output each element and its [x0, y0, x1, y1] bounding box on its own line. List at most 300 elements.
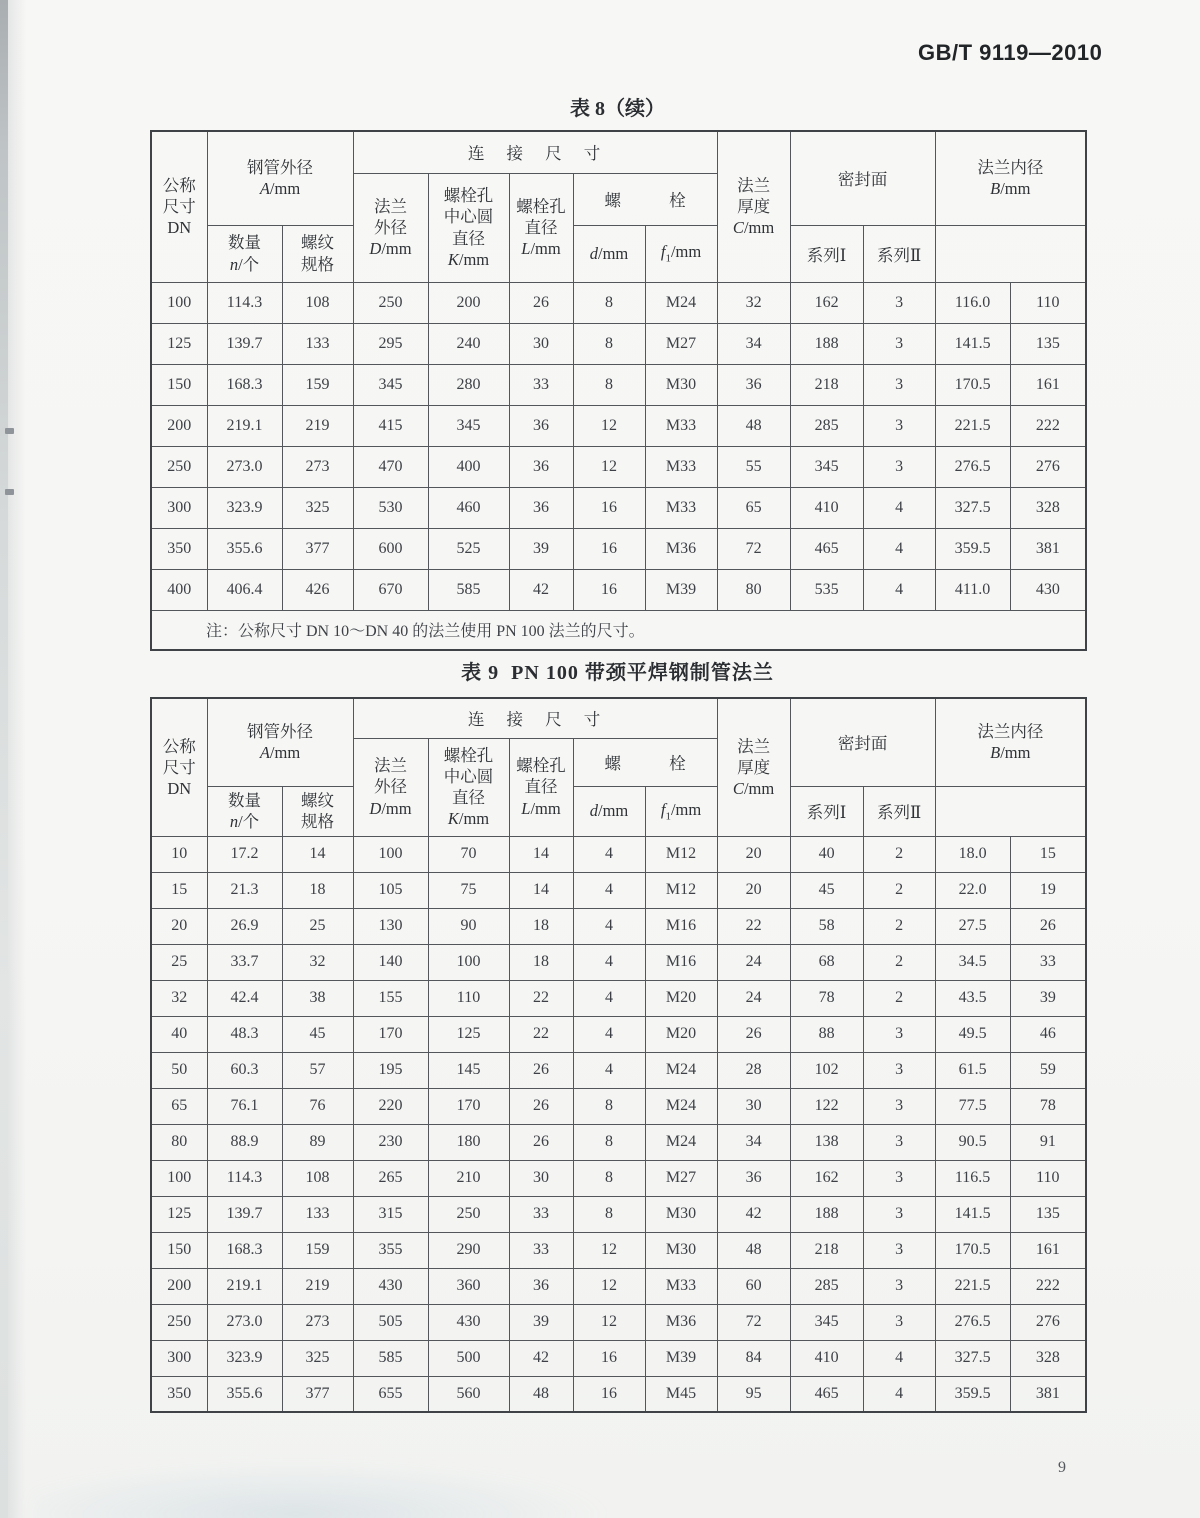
scan-smudge-artifact [30, 1430, 790, 1518]
header-line: 厚度 [737, 197, 771, 217]
table-cell: 42 [717, 1196, 790, 1232]
header-line [718, 217, 790, 238]
table-cell: 218 [790, 1232, 863, 1268]
header-line: 尺寸 [162, 757, 196, 777]
table-cell: 20 [717, 836, 790, 872]
table9-body [151, 836, 1086, 1412]
table-cell: 133 [282, 1196, 353, 1232]
col-header-flange-od [353, 173, 428, 282]
table-cell: 4 [863, 1376, 935, 1412]
table-cell: 430 [428, 1304, 509, 1340]
table-cell: 27.5 [935, 908, 1010, 944]
table-cell: 470 [353, 446, 428, 487]
table8-header [151, 131, 1086, 282]
header-line: 螺栓孔 [443, 745, 494, 765]
table-cell: 48 [509, 1376, 573, 1412]
table-cell: 16 [573, 1340, 645, 1376]
table-cell: 141.5 [935, 1196, 1010, 1232]
table-cell: 141.5 [935, 323, 1010, 364]
table-cell: 180 [428, 1124, 509, 1160]
table-cell: 139.7 [207, 1196, 282, 1232]
table-row [151, 528, 1086, 569]
table-cell: 26 [509, 1088, 573, 1124]
table-cell: 33.7 [207, 944, 282, 980]
table-cell: 355.6 [207, 1376, 282, 1412]
table-cell: 460 [428, 487, 509, 528]
table-row [151, 1016, 1086, 1052]
col-header-seal-f1 [645, 225, 717, 282]
table-cell: 20 [717, 872, 790, 908]
table-row [151, 1304, 1086, 1340]
col-header-seal-face: 密封面 [790, 698, 935, 786]
header-line: 法兰 [374, 756, 407, 776]
table-cell: 36 [509, 446, 573, 487]
header-line: 螺纹 [301, 233, 334, 253]
header-line: 法兰 [374, 196, 407, 216]
table-cell: 327.5 [935, 487, 1010, 528]
table-cell: 110 [1010, 1160, 1086, 1196]
table-cell: 585 [353, 1340, 428, 1376]
table-cell: 328 [1010, 487, 1086, 528]
table-row [151, 908, 1086, 944]
table-cell: 14 [509, 872, 573, 908]
unit-suffix: /mm [381, 798, 412, 818]
table-row [151, 323, 1086, 364]
table-cell: 4 [863, 528, 935, 569]
table-cell: 42 [509, 1340, 573, 1376]
header-line: 直径 [452, 228, 485, 248]
table8-note: 注：公称尺寸 DN 10～DN 40 的法兰使用 PN 100 法兰的尺寸。 [151, 610, 1086, 650]
table-cell: 600 [353, 528, 428, 569]
table-cell: 276.5 [935, 446, 1010, 487]
header-line [354, 798, 428, 819]
table-cell: 139.7 [207, 323, 282, 364]
table-cell: 221.5 [935, 405, 1010, 446]
table-cell: 3 [863, 446, 935, 487]
table-cell: 240 [428, 323, 509, 364]
table-cell: 36 [509, 1268, 573, 1304]
table-row [151, 1052, 1086, 1088]
table-cell: 108 [282, 282, 353, 323]
table9 [150, 697, 1087, 1413]
table-cell: M33 [645, 1268, 717, 1304]
table-cell: 135 [1010, 1196, 1086, 1232]
table-cell: 4 [573, 872, 645, 908]
header-line: 螺纹 [301, 790, 334, 810]
table-row [151, 364, 1086, 405]
header-line: 法兰 [737, 736, 771, 756]
col-header-series-1: 系列Ⅰ [790, 225, 863, 282]
var-symbol: n [229, 812, 239, 831]
table-cell: 84 [717, 1340, 790, 1376]
table-cell: 500 [428, 1340, 509, 1376]
table-cell: 15 [151, 872, 207, 908]
col-header-seal-face: 密封面 [790, 131, 935, 225]
table-cell: 195 [353, 1052, 428, 1088]
table-cell: 16 [573, 1376, 645, 1412]
table-cell: 61.5 [935, 1052, 1010, 1088]
var-symbol: A [259, 743, 270, 763]
table-cell: 16 [573, 569, 645, 610]
table-cell: M45 [645, 1376, 717, 1412]
table-cell: 3 [863, 282, 935, 323]
table-row [151, 1124, 1086, 1160]
table-cell: 530 [353, 487, 428, 528]
header-line: 外径 [374, 217, 407, 237]
table-cell: 65 [717, 487, 790, 528]
table-cell: 345 [428, 405, 509, 446]
table-cell: 159 [282, 1232, 353, 1268]
table-cell: 42 [509, 569, 573, 610]
table-cell: 300 [151, 1340, 207, 1376]
table-cell: 130 [353, 908, 428, 944]
table-row [151, 1268, 1086, 1304]
table-cell: M27 [645, 1160, 717, 1196]
table-cell: 33 [509, 364, 573, 405]
col-header-bolt-circle-diameter [428, 738, 509, 836]
header-line [510, 238, 573, 259]
table-cell: 285 [790, 1268, 863, 1304]
header-line [354, 238, 428, 259]
header-line [936, 742, 1086, 763]
var-symbol: f [660, 242, 666, 262]
table-cell: 8 [573, 323, 645, 364]
table-cell: 355 [353, 1232, 428, 1268]
table-cell: 560 [428, 1376, 509, 1412]
unit-suffix: /mm [530, 239, 561, 259]
table-cell: M33 [645, 487, 717, 528]
table-cell: 411.0 [935, 569, 1010, 610]
table-cell: 8 [573, 1124, 645, 1160]
table-cell: 170 [353, 1016, 428, 1052]
table-cell: 75 [428, 872, 509, 908]
table-cell: 250 [428, 1196, 509, 1232]
scan-edge-artifact [0, 0, 8, 1518]
table-cell: M39 [645, 1340, 717, 1376]
unit-suffix: /mm [269, 179, 301, 199]
table-cell: 19 [1010, 872, 1086, 908]
table-cell: 159 [282, 364, 353, 405]
table-cell: 48 [717, 405, 790, 446]
table-cell: 415 [353, 405, 428, 446]
header-line: 公称 [162, 176, 196, 196]
col-header-bolt: 螺 栓 [573, 738, 717, 786]
table-cell: 410 [790, 487, 863, 528]
table-cell: 95 [717, 1376, 790, 1412]
table-cell: 34 [717, 323, 790, 364]
col-header-pipe-od [207, 131, 353, 225]
table-cell: 585 [428, 569, 509, 610]
table-cell: M33 [645, 446, 717, 487]
table-cell: M30 [645, 1232, 717, 1268]
table-cell: 10 [151, 836, 207, 872]
table-cell: 108 [282, 1160, 353, 1196]
table-cell: 114.3 [207, 1160, 282, 1196]
table-cell: 3 [863, 1088, 935, 1124]
col-header-nominal-size [151, 698, 207, 836]
table-cell: 18 [509, 908, 573, 944]
table-cell: M27 [645, 323, 717, 364]
table-cell: 45 [282, 1016, 353, 1052]
table-row [151, 872, 1086, 908]
var-symbol: L [521, 798, 531, 818]
table-cell: 4 [863, 487, 935, 528]
col-header-bolt: 螺 栓 [573, 173, 717, 225]
table-cell: 26 [509, 1124, 573, 1160]
table-cell: 8 [573, 1196, 645, 1232]
table-cell: 323.9 [207, 487, 282, 528]
table-cell: 80 [717, 569, 790, 610]
table-cell: 36 [717, 364, 790, 405]
table-cell: 100 [353, 836, 428, 872]
table-cell: 360 [428, 1268, 509, 1304]
table-cell: 345 [790, 446, 863, 487]
unit-suffix: /mm [1000, 743, 1031, 763]
table-cell: 219 [282, 1268, 353, 1304]
table-cell: 18 [509, 944, 573, 980]
table-cell: 3 [863, 1304, 935, 1340]
unit-suffix: /mm [530, 798, 561, 818]
table-cell: 72 [717, 528, 790, 569]
table-cell: 4 [863, 1340, 935, 1376]
table-cell: 36 [717, 1160, 790, 1196]
table-cell: 25 [151, 944, 207, 980]
table-cell: M30 [645, 1196, 717, 1232]
table-cell: 219.1 [207, 1268, 282, 1304]
table-cell: 670 [353, 569, 428, 610]
header-line: 钢管外径 [247, 722, 313, 742]
table-cell: 89 [282, 1124, 353, 1160]
table-cell: 355.6 [207, 528, 282, 569]
table-cell: 20 [151, 908, 207, 944]
table-row [151, 282, 1086, 323]
table-cell: 465 [790, 1376, 863, 1412]
table-cell: 28 [717, 1052, 790, 1088]
table-cell: 188 [790, 1196, 863, 1232]
table-cell: 26.9 [207, 908, 282, 944]
table-cell: 100 [428, 944, 509, 980]
table-cell: 50 [151, 1052, 207, 1088]
table-cell: 350 [151, 528, 207, 569]
unit-suffix: /mm [1000, 179, 1031, 199]
table-cell: 3 [863, 1016, 935, 1052]
table-row [151, 1196, 1086, 1232]
table-cell: 327.5 [935, 1340, 1010, 1376]
table-cell: 230 [353, 1124, 428, 1160]
table-cell: 116.0 [935, 282, 1010, 323]
table-cell: 265 [353, 1160, 428, 1196]
var-symbol: L [521, 239, 531, 259]
table-cell: 12 [573, 446, 645, 487]
var-subscript: 1 [665, 810, 671, 823]
header-line: 中心圆 [443, 766, 494, 786]
table-cell: 4 [863, 569, 935, 610]
header-line: 螺栓孔 [443, 186, 494, 206]
table8-body [151, 282, 1086, 610]
table-row [151, 980, 1086, 1016]
table-cell: 220 [353, 1088, 428, 1124]
table-cell: 3 [863, 405, 935, 446]
table-cell: 290 [428, 1232, 509, 1268]
table-cell: 33 [509, 1196, 573, 1232]
table-cell: 65 [151, 1088, 207, 1124]
table-cell: 3 [863, 364, 935, 405]
table-cell: 88 [790, 1016, 863, 1052]
table-cell: 250 [151, 1304, 207, 1340]
table-cell: 4 [573, 1052, 645, 1088]
table-cell: 140 [353, 944, 428, 980]
table-cell: 138 [790, 1124, 863, 1160]
col-header-series-1: 系列Ⅰ [790, 786, 863, 836]
table-cell: 325 [282, 487, 353, 528]
header-line [429, 249, 509, 270]
table-cell: 430 [1010, 569, 1086, 610]
table-cell: 359.5 [935, 528, 1010, 569]
unit-suffix: /mm [597, 243, 629, 263]
table9-title: 表 9 PN 100 带颈平焊钢制管法兰 [461, 662, 774, 684]
table-cell: 42.4 [207, 980, 282, 1016]
table-cell: 12 [573, 1268, 645, 1304]
table-cell: 4 [573, 836, 645, 872]
table-cell: 34 [717, 1124, 790, 1160]
table-cell: 210 [428, 1160, 509, 1196]
col-header-seal-f1 [645, 786, 717, 836]
var-symbol: A [259, 179, 270, 199]
col-header-bolt-hole-diameter [509, 738, 573, 836]
table-cell: 273 [282, 1304, 353, 1340]
table-cell: 170.5 [935, 364, 1010, 405]
table-cell: 150 [151, 1232, 207, 1268]
header-line [208, 742, 353, 763]
table9-header [151, 698, 1086, 836]
table-cell: 410 [790, 1340, 863, 1376]
col-header-bolt-circle-diameter [428, 173, 509, 282]
unit-suffix: /个 [238, 812, 260, 831]
table-cell: 43.5 [935, 980, 1010, 1016]
table-cell: 145 [428, 1052, 509, 1088]
table-cell: 161 [1010, 364, 1086, 405]
col-header-seal-d [573, 225, 645, 282]
header-line: 直径 [524, 217, 558, 237]
table-cell: 276 [1010, 446, 1086, 487]
table-cell: 188 [790, 323, 863, 364]
table-cell: 135 [1010, 323, 1086, 364]
table-cell: 276.5 [935, 1304, 1010, 1340]
table-cell: 116.5 [935, 1160, 1010, 1196]
table-cell: 125 [151, 1196, 207, 1232]
scan-edge-fade-artifact [8, 0, 26, 1518]
table-cell: 77.5 [935, 1088, 1010, 1124]
table-cell: 32 [717, 282, 790, 323]
table-cell: 168.3 [207, 364, 282, 405]
table-cell: 88.9 [207, 1124, 282, 1160]
table-cell: 170.5 [935, 1232, 1010, 1268]
table-cell: 33 [509, 1232, 573, 1268]
table-cell: 2 [863, 980, 935, 1016]
table-cell: 30 [509, 323, 573, 364]
table-cell: 170 [428, 1088, 509, 1124]
table-cell: M33 [645, 405, 717, 446]
table-cell: 133 [282, 323, 353, 364]
col-header-bolt-qty [207, 225, 282, 282]
table-cell: M39 [645, 569, 717, 610]
table-cell: 4 [573, 1016, 645, 1052]
table-cell: 12 [573, 1232, 645, 1268]
header-line [208, 254, 282, 275]
table-cell: 200 [151, 1268, 207, 1304]
table-cell: 162 [790, 282, 863, 323]
table-cell: 102 [790, 1052, 863, 1088]
table-cell: 39 [509, 528, 573, 569]
table-cell: 3 [863, 1160, 935, 1196]
table-cell: 3 [863, 323, 935, 364]
col-header-thread-spec [282, 786, 353, 836]
table-cell: 525 [428, 528, 509, 569]
table-cell: 33 [1010, 944, 1086, 980]
table-cell: 125 [151, 323, 207, 364]
table-cell: 40 [151, 1016, 207, 1052]
header-line: 外径 [374, 777, 407, 797]
table-cell: 110 [1010, 282, 1086, 323]
col-header-seal-d [573, 786, 645, 836]
table-cell: 250 [151, 446, 207, 487]
table-cell: 70 [428, 836, 509, 872]
unit-suffix: /mm [458, 809, 490, 829]
table-cell: 3 [863, 1268, 935, 1304]
table-cell: 4 [573, 908, 645, 944]
table-cell: M12 [645, 872, 717, 908]
header-line: 法兰 [737, 176, 771, 196]
var-symbol: C [732, 778, 744, 798]
table8 [150, 130, 1087, 651]
table-cell: 250 [353, 282, 428, 323]
table-cell: 219 [282, 405, 353, 446]
table-cell: 36 [509, 405, 573, 446]
table-cell: 200 [151, 405, 207, 446]
header-line: 数量 [228, 233, 261, 253]
table-cell: 59 [1010, 1052, 1086, 1088]
table-cell: 535 [790, 569, 863, 610]
col-header-series-2: 系列Ⅱ [863, 225, 935, 282]
table-cell: 32 [282, 944, 353, 980]
var-symbol: K [447, 249, 459, 269]
table-cell: 110 [428, 980, 509, 1016]
table-cell: 34.5 [935, 944, 1010, 980]
table-cell: 26 [509, 282, 573, 323]
table-cell: 32 [151, 980, 207, 1016]
table-cell: 16 [573, 487, 645, 528]
header-line [718, 778, 790, 799]
table-cell: 125 [428, 1016, 509, 1052]
table-cell: 3 [863, 1052, 935, 1088]
table-cell: 90 [428, 908, 509, 944]
table-cell: 76 [282, 1088, 353, 1124]
col-header-thread-spec [282, 225, 353, 282]
table8-title: 表 8（续） [570, 98, 665, 120]
table-cell: 14 [509, 836, 573, 872]
table-cell: 2 [863, 872, 935, 908]
table-cell: M24 [645, 282, 717, 323]
table-cell: 26 [1010, 908, 1086, 944]
table-cell: 222 [1010, 1268, 1086, 1304]
table-cell: 57 [282, 1052, 353, 1088]
table-cell: 325 [282, 1340, 353, 1376]
unit-suffix: /个 [238, 254, 260, 274]
table-cell: 22 [717, 908, 790, 944]
document-code: GB/T 9119—2010 [918, 40, 1103, 65]
table-cell: 36 [509, 487, 573, 528]
table-cell: 90.5 [935, 1124, 1010, 1160]
